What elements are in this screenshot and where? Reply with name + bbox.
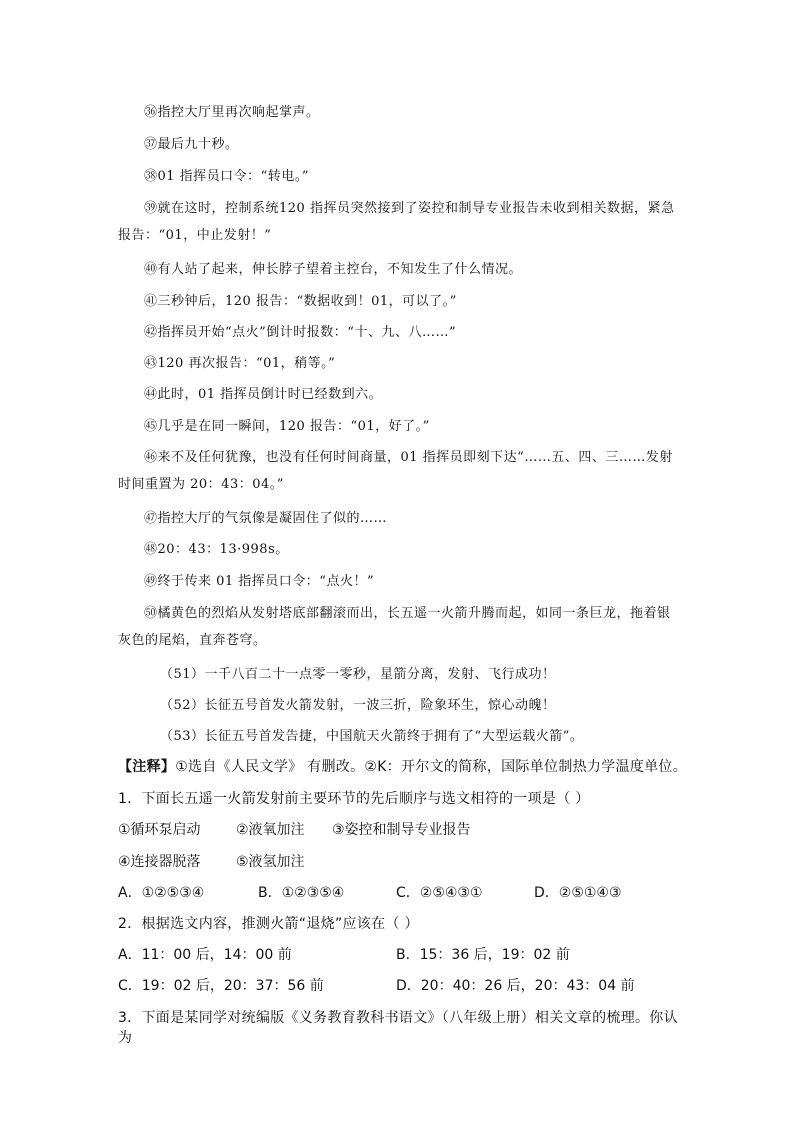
annotation-text: ①选自《人民文学》 有删改。②K：开尔文的简称，国际单位制热力学温度单位。 xyxy=(175,759,688,775)
question-1-items-row-2 xyxy=(118,852,688,872)
paragraph-47: ㊼指控大厅的气氛像是凝固住了似的…… xyxy=(144,511,388,526)
paragraph-40: ㊵有人站了起来，伸长脖子望着主控台，不知发生了什么情况。 xyxy=(144,262,523,277)
q2-option-a: A．11：00 后，14：00 前 xyxy=(118,947,292,963)
paragraph-50: ㊿橘黄色的烈焰从发射塔底部翻滚而出，长五遥一火箭升腾而起，如同一条巨龙，拖着银灰色的尾焰，直奔苍穹。 xyxy=(118,606,671,648)
paragraph-46: ㊻来不及任何犹豫，也没有任何时间商量，01 指挥员即刻下达“……五、四、三……发射时间重置为 20：43：04。” xyxy=(118,450,673,492)
q1-option-c: C．②⑤④③① xyxy=(396,885,483,901)
question-2-stem: 2．根据选文内容，推测火箭“退烧”应该在（ ） xyxy=(118,916,419,932)
q1-item-1: ①循环泵启动 xyxy=(118,822,201,838)
question-1-stem: 1．下面长五遥一火箭发射前主要环节的先后顺序与选文相符的一项是（ ） xyxy=(118,791,590,807)
paragraph-49: ㊾终于传来 01 指挥员口令：“点火！” xyxy=(144,574,375,589)
paragraph-53: （53）长征五号首发告捷，中国航天火箭终于拥有了“大型运载火箭”。 xyxy=(160,729,584,744)
question-2-options-row-2 xyxy=(118,976,688,996)
paragraph-44: ㊹此时，01 指挥员倒计时已经数到六。 xyxy=(144,387,383,402)
q1-item-5: ⑤液氢加注 xyxy=(236,854,305,870)
paragraph-45: ㊺几乎是在同一瞬间，120 报告：“01，好了。” xyxy=(144,419,430,434)
q1-item-4: ④连接器脱落 xyxy=(118,854,201,870)
q1-option-a: A．①②⑤③④ xyxy=(118,885,205,901)
paragraph-41: ㊶三秒钟后，120 报告：“数据收到！01，可以了。” xyxy=(144,294,457,309)
paragraph-36: ㊱指控大厅里再次响起掌声。 xyxy=(144,105,320,120)
annotation-label: 【注释】 xyxy=(118,759,176,775)
paragraph-39: ㊴就在这时，控制系统120 指挥员突然接到了姿控和制导专业报告未收到相关数据，紧急报告：“01，中止发射！” xyxy=(118,201,675,243)
q1-item-3: ③姿控和制导专业报告 xyxy=(332,822,471,838)
paragraph-43: ㊸120 再次报告：“01，稍等。” xyxy=(144,356,336,371)
paragraph-37: ㊲最后九十秒。 xyxy=(144,137,239,152)
paragraph-42: ㊷指挥员开始“点火”倒计时报数：“十、九、八……” xyxy=(144,325,457,340)
q2-option-b: B．15：36 后，19：02 前 xyxy=(396,947,570,963)
question-3-stem: 3．下面是某同学对统编版《义务教育教科书语文》（八年级上册）相关文章的梳理。你认为 xyxy=(118,1010,678,1046)
question-1-options xyxy=(118,883,688,903)
q2-option-d: D．20：40：26 后，20：43：04 前 xyxy=(396,978,635,994)
paragraph-51: （51）一千八百二十一点零一零秒，星箭分离，发射、飞行成功！ xyxy=(160,667,556,682)
paragraph-48: ㊽20：43：13·998s。 xyxy=(144,542,289,557)
q1-item-2: ②液氧加注 xyxy=(236,822,305,838)
q1-option-b: B．①②③⑤④ xyxy=(258,885,345,901)
question-2-options-row-1 xyxy=(118,945,688,965)
q2-option-c: C．19：02 后，20：37：56 前 xyxy=(118,978,324,994)
paragraph-38: ㊳01 指挥员口令：“转电。” xyxy=(144,169,309,184)
annotation-note xyxy=(118,757,688,777)
paragraph-52: （52）长征五号首发火箭发射，一波三折，险象环生，惊心动魄！ xyxy=(160,698,556,713)
question-1-items-row-1 xyxy=(118,820,688,840)
q1-option-d: D．②⑤①④③ xyxy=(534,885,622,901)
